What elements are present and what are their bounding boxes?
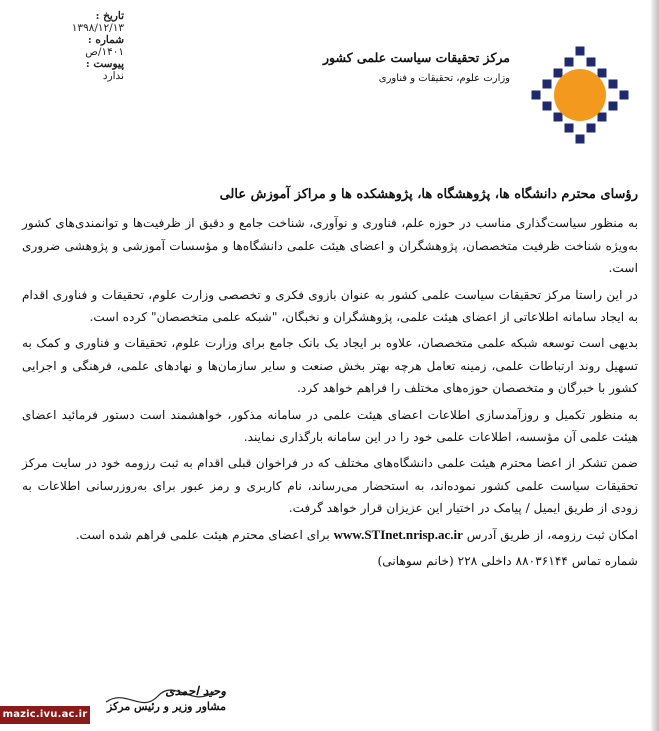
paragraph-6 xyxy=(22,524,638,546)
scan-edge xyxy=(651,0,659,731)
letter-body xyxy=(22,184,638,577)
paragraph-6-end: برای اعضای محترم هیئت علمی فراهم شده است. xyxy=(75,527,330,542)
paragraph-1: به منظور سیاست‌گذاری مناسب در حوزه علم، فناوری و نوآوری، شناخت جامع و دقیق از ظرفیت‌ها و توانمندی‌های کشور به‌ویژه شناخت ظرفیت متخصصان، پژوهشگران و اعضای هیئت علمی دانشگاه‌ها و مؤسسات آموزشی و پژوهشی ضروری است. xyxy=(22,216,638,276)
watermark-badge: mazic.ivu.ac.ir xyxy=(0,706,90,724)
logo-square-icon xyxy=(543,102,552,111)
contact-line: شماره تماس ۸۸۰۳۶۱۴۴ داخلی ۲۲۸ (خانم سوهانی) xyxy=(377,554,638,569)
letter-meta xyxy=(14,10,124,82)
logo-square-icon xyxy=(554,113,563,122)
org-name: مرکز تحقیقات سیاست علمی کشور xyxy=(322,50,510,65)
logo-square-icon xyxy=(565,58,574,67)
ministry-name: وزارت علوم، تحقیقات و فناوری xyxy=(378,73,510,84)
logo-square-icon xyxy=(609,102,618,111)
registration-url[interactable]: www.STInet.nrisp.ac.ir xyxy=(333,526,463,542)
signatory-title: مشاور وزیر و رئیس مرکز xyxy=(106,700,226,713)
attachment-value: ندارد xyxy=(102,70,124,82)
number-row xyxy=(14,34,124,46)
logo-sun-icon xyxy=(554,69,606,121)
logo-square-icon xyxy=(609,80,618,89)
signature-block xyxy=(96,684,226,713)
signatory-name: وحید احمدی xyxy=(165,684,226,698)
logo-square-icon xyxy=(576,47,585,56)
attachment-row xyxy=(14,58,124,70)
logo-square-icon xyxy=(565,124,574,133)
org-heading xyxy=(322,50,510,84)
logo-square-icon xyxy=(620,91,629,100)
logo-square-icon xyxy=(587,124,596,133)
logo-square-icon xyxy=(598,113,607,122)
org-logo-icon xyxy=(515,30,645,160)
paragraph-3: بدیهی است توسعه شبکه علمی متخصصان، علاوه بر ایجاد یک بانک جامع برای وزارت علوم، تحقیقات و فناوری و کمک به تسهیل روند ارتباطات علمی، زمینه تعامل هرچه بهتر بخش صنعت و سایر سازمان‌ها و نهادهای علمی، فرهنگی و اجرایی کشور با خبرگان و متخصصان حوزه‌های مختلف را فراهم خواهد کرد. xyxy=(22,336,638,396)
attachment-label: پیوست : xyxy=(85,58,124,70)
logo-square-icon xyxy=(543,80,552,89)
logo-square-icon xyxy=(598,69,607,78)
logo-square-icon xyxy=(532,91,541,100)
date-row xyxy=(14,10,124,22)
number-value: ۱۴۰۱/ص xyxy=(85,46,124,58)
signature-scribble-icon xyxy=(96,684,226,724)
letter-addressee: رؤسای محترم دانشگاه ها، پژوهشگاه ها، پژوهشکده ها و مراکز آموزش عالی xyxy=(219,187,638,202)
paragraph-5: ضمن تشکر از اعضا محترم هیئت علمی دانشگاه‌های مختلف که در فراخوان قبلی اقدام به ثبت رزومه خود در سایت مرکز تحقیقات سیاست علمی کشور نموده‌اند، به استحضار می‌رساند، نام کاربری و رمز عبور برای به‌روزرسانی اطلاعات به زودی از طریق ایمیل / پیامک در اختیار این عزیزان قرار خواهد گرفت. xyxy=(22,456,638,516)
paragraph-6-start: امکان ثبت رزومه، از طریق آدرس xyxy=(466,527,638,542)
number-label: شماره : xyxy=(87,34,124,46)
logo-square-icon xyxy=(576,135,585,144)
date-value: ۱۳۹۸/۱۲/۱۳ xyxy=(71,22,124,34)
paragraph-2: در این راستا مرکز تحقیقات سیاست علمی کشور به عنوان بازوی فکری و تخصصی وزارت علوم، تحقیقات و فناوری اقدام به ایجاد سامانه اطلاعاتی از اعضای هیئت علمی، پژوهشگران و نخبگان، "شبکه علمی متخصصان" کرده است. xyxy=(22,287,638,325)
date-label: تاریخ : xyxy=(95,10,124,22)
logo-square-icon xyxy=(587,58,596,67)
paragraph-4: به منظور تکمیل و روزآمدسازی اطلاعات اعضای هیئت علمی در سامانه مذکور، خواهشمند است دستور فرمائید اعضای هیئت علمی آن مؤسسه، اطلاعات علمی خود را در این سامانه بارگذاری نمایند. xyxy=(22,407,638,445)
logo-square-icon xyxy=(554,69,563,78)
